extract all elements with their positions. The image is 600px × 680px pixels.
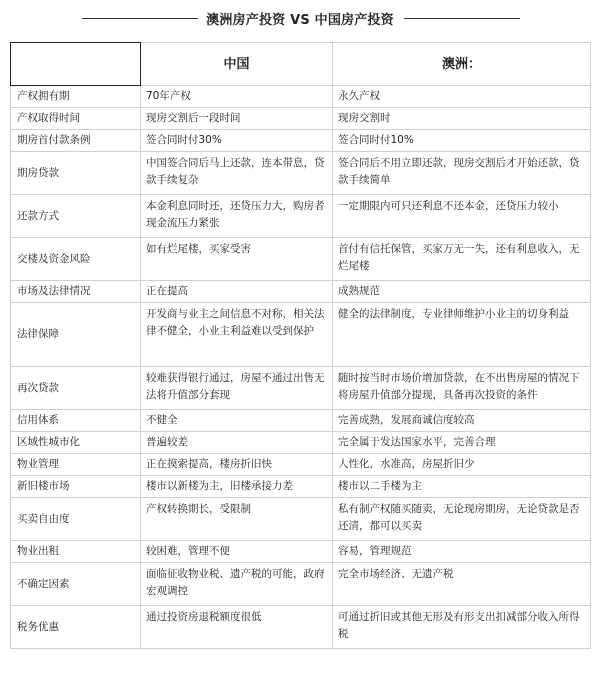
header-blank-cell: [11, 43, 141, 86]
row-australia-value: 现房交割时: [333, 108, 591, 130]
table-row: [11, 541, 591, 563]
row-label: 物业管理: [11, 454, 141, 476]
row-china-value: 中国签合同后马上还款，连本带息，贷款手续复杂: [141, 152, 333, 195]
header-china: 中国: [141, 43, 333, 86]
row-australia-value: 首付有信托保管，买家万无一失，还有利息收入，无烂尾楼: [333, 238, 591, 281]
row-china-value: 正在摸索提高，楼房折旧快: [141, 454, 333, 476]
row-china-value: 70年产权: [141, 86, 333, 108]
row-china-value: 产权转换期长，受限制: [141, 498, 333, 541]
row-label: 还款方式: [11, 195, 141, 238]
row-label: 法律保障: [11, 303, 141, 367]
table-row: [11, 303, 591, 367]
table-row: [11, 238, 591, 281]
row-china-value: 本金利息同时还，还贷压力大，购房者现金流压力紧张: [141, 195, 333, 238]
table-row: [11, 130, 591, 152]
row-australia-value: 随时按当时市场价增加贷款，在不出售房屋的情况下将房屋升值部分提现，具备再次投资的条件: [333, 367, 591, 410]
row-label: 信用体系: [11, 410, 141, 432]
row-label: 期房贷款: [11, 152, 141, 195]
row-label: 产权拥有期: [11, 86, 141, 108]
table-row: [11, 563, 591, 606]
title-bar: [0, 0, 600, 36]
header-australia: 澳洲：: [333, 43, 591, 86]
row-china-value: 通过投资房退税额度很低: [141, 606, 333, 649]
row-label: 市场及法律情况: [11, 281, 141, 303]
table-row: [11, 86, 591, 108]
row-china-value: 开发商与业主之间信息不对称，相关法律不健全，小业主利益难以受到保护: [141, 303, 333, 367]
row-australia-value: 签合同后不用立即还款，现房交割后才开始还款，贷款手续简单: [333, 152, 591, 195]
row-label: 买卖自由度: [11, 498, 141, 541]
row-label: 期房首付款条例: [11, 130, 141, 152]
row-china-value: 面临征收物业税、遗产税的可能，政府宏观调控: [141, 563, 333, 606]
table-row: [11, 195, 591, 238]
row-australia-value: 健全的法律制度，专业律师维护小业主的切身利益: [333, 303, 591, 367]
row-australia-value: 一定期限内可只还利息不还本金，还贷压力较小: [333, 195, 591, 238]
table-row: [11, 152, 591, 195]
row-australia-value: 楼市以二手楼为主: [333, 476, 591, 498]
row-china-value: 现房交割后一段时间: [141, 108, 333, 130]
row-australia-value: 可通过折旧或其他无形及有形支出扣减部分收入所得税: [333, 606, 591, 649]
row-australia-value: 私有制产权随买随卖，无论现房期房，无论贷款是否还清，都可以买卖: [333, 498, 591, 541]
comparison-table: [10, 42, 591, 649]
title-rule-right: [404, 18, 520, 19]
row-china-value: 签合同时付30%: [141, 130, 333, 152]
table-row: [11, 606, 591, 649]
table-row: [11, 367, 591, 410]
row-label: 新旧楼市场: [11, 476, 141, 498]
row-label: 再次贷款: [11, 367, 141, 410]
table-header-row: [11, 43, 591, 86]
table-row: [11, 432, 591, 454]
row-china-value: 较难获得银行通过，房屋不通过出售无法将升值部分套现: [141, 367, 333, 410]
row-china-value: 不健全: [141, 410, 333, 432]
comparison-table-body: [11, 43, 591, 649]
row-china-value: 较困难，管理不便: [141, 541, 333, 563]
row-australia-value: 成熟规范: [333, 281, 591, 303]
row-china-value: 普遍较差: [141, 432, 333, 454]
table-row: [11, 498, 591, 541]
row-australia-value: 人性化，水准高，房屋折旧少: [333, 454, 591, 476]
row-label: 不确定因素: [11, 563, 141, 606]
row-australia-value: 签合同时付10%: [333, 130, 591, 152]
table-row: [11, 108, 591, 130]
row-label: 税务优惠: [11, 606, 141, 649]
row-label: 产权取得时间: [11, 108, 141, 130]
row-australia-value: 容易，管理规范: [333, 541, 591, 563]
row-australia-value: 完全市场经济、无遗产税: [333, 563, 591, 606]
table-row: [11, 281, 591, 303]
page-title: 澳洲房产投资 VS 中国房产投资: [200, 9, 400, 28]
row-australia-value: 完全属于发达国家水平，完善合理: [333, 432, 591, 454]
row-australia-value: 完善成熟，发展商诚信度较高: [333, 410, 591, 432]
title-rule-left: [82, 18, 198, 19]
row-australia-value: 永久产权: [333, 86, 591, 108]
row-china-value: 楼市以新楼为主，旧楼承接力差: [141, 476, 333, 498]
table-row: [11, 410, 591, 432]
row-label: 物业出租: [11, 541, 141, 563]
row-china-value: 正在提高: [141, 281, 333, 303]
row-label: 交楼及资金风险: [11, 238, 141, 281]
table-row: [11, 476, 591, 498]
table-row: [11, 454, 591, 476]
row-china-value: 如有烂尾楼，买家受害: [141, 238, 333, 281]
row-label: 区域性城市化: [11, 432, 141, 454]
